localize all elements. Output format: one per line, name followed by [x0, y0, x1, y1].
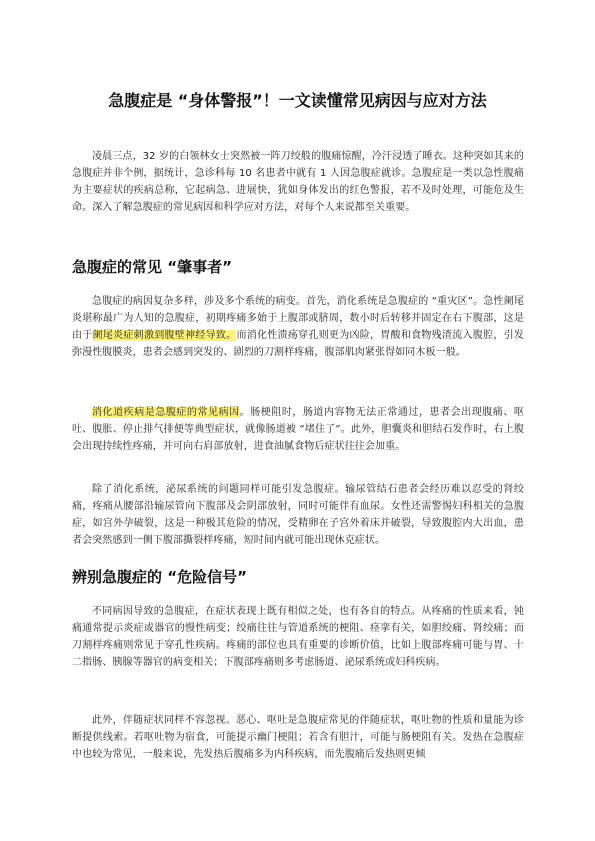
intro-paragraph: 凌晨三点，32 岁的白领林女士突然被一阵刀绞般的腹痛惊醒，冷汗浸透了睡衣。这种突如其来的急腹症并非个例，据统计，急诊科每 10 名患者中就有 1 人因急腹症就诊。急腹症是一类以急性腹痛为主要症状的疾病总称，它起病急、进展快，犹如身体发出的红色警报，若不及时处理，可能危及生命。深入了解急腹症的常见病因和科学应对方法，对每个人来说都至关重要。 — [72, 151, 524, 213]
paragraph-text: 。肠梗阻时，肠道内容物无法正常通过，患者会出现腹痛、呕吐、腹胀、停止排气排便等典型症状，就像肠道被 “堵住了”。此外，胆囊炎和胆结石发作时，右上腹会出现持续性疼痛，并可向右肩部放射，进食油腻食物后症状往往会加重。 — [72, 407, 525, 452]
signals-paragraph-1: 不同病因导致的急腹症，在症状表现上既有相似之处，也有各自的特点。从疼痛的性质来看，钝痛通常提示炎症或器官的慢性病变；绞痛往往与管道系统的梗阻、痉挛有关，如胆绞痛、肾绞痛；而刀割样疼痛则常见于穿孔性疾病。疼痛的部位也具有重要的诊断价值，比如上腹部疼痛可能与胃、十二指肠、胰腺等器官的病变相关；下腹部疼痛则多考虑肠道、泌尿系统或妇科疾病。 — [72, 606, 524, 668]
causes-paragraph-1 — [72, 293, 524, 361]
paragraph-text: 急腹症的病因复杂多样，涉及多个系统的病变。首先，消化系统是急腹症的 “重灾区”。急性阑尾炎堪称最广为人知的急腹症，初期疼痛多始于上腹部或脐周，数小时后转移并固定在右下腹部，这是由于 — [72, 296, 524, 341]
causes-paragraph-2 — [72, 404, 524, 455]
paragraph-text: 而消化性溃疡穿孔则更为凶险，胃酸和食物残渣流入腹腔，引发弥漫性腹膜炎，患者会感到突发的、剧烈的刀割样疼痛，腹部肌肉紧张得如同木板一般。 — [72, 330, 524, 358]
signals-paragraph-2: 此外，伴随症状同样不容忽视。恶心、呕吐是急腹症常见的伴随症状，呕吐物的性质和量能为诊断提供线索。若呕吐物为宿食，可能提示幽门梗阻；若含有胆汁，可能与肠梗阻有关。发热在急腹症中也较为常见，一般来说，先发热后腹痛多为内科疾病，而先腹痛后发热则更倾 — [72, 715, 524, 760]
page-title: 急腹症是 “身体警报”！一文读懂常见病因与应对方法 — [108, 91, 487, 110]
causes-paragraph-3: 除了消化系统，泌尿系统的问题同样可能引发急腹症。输尿管结石患者会经历难以忍受的肾绞痛，疼痛从腰部沿输尿管向下腹部及会阴部放射，同时可能伴有血尿。女性还需警惕妇科相关的急腹症，如宫外孕破裂，这是一种极其危险的情况，受精卵在子宫外着床并破裂，导致腹腔内大出血，患者会突然感到一侧下腹部撕裂样疼痛，短时间内就可能出现休克症状。 — [72, 484, 524, 546]
highlighted-text: 消化道疾病是急腹症的常见病因 — [92, 407, 240, 418]
section-heading-causes: 急腹症的常见 “肇事者” — [72, 258, 232, 276]
section-heading-signals: 辨别急腹症的 “危险信号” — [72, 568, 247, 586]
highlighted-text: 阑尾炎症刺激到腹壁神经导致。 — [92, 330, 237, 341]
